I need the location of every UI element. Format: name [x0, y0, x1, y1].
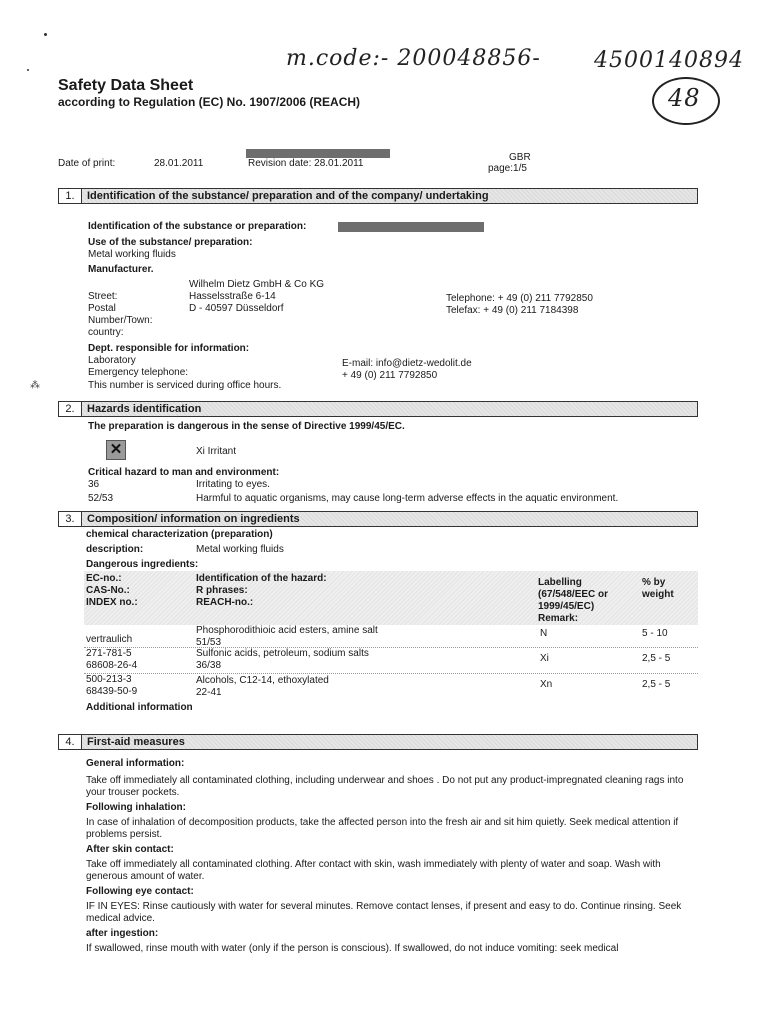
skin-contact-label: After skin contact: [86, 844, 174, 855]
section-3-header [58, 511, 698, 527]
revision-date: Revision date: 28.01.2011 [248, 158, 364, 169]
hazard-text: Irritating to eyes. [196, 479, 270, 490]
section-number: 3. [59, 512, 82, 526]
row-labelling: Xn [540, 679, 553, 690]
row-r-phrase: 36/38 [196, 660, 222, 671]
hazard-code: 36 [88, 479, 100, 490]
telefax: Telefax: + 49 (0) 211 7184398 [446, 305, 579, 316]
section-title: Identification of the substance/ preparation and of the company/ undertaking [87, 190, 489, 202]
use-label: Use of the substance/ preparation: [88, 237, 253, 248]
inhalation-label: Following inhalation: [86, 802, 186, 813]
company-name: Wilhelm Dietz GmbH & Co KG [189, 279, 325, 290]
inhalation-text: In case of inhalation of decomposition products, take the affected person into the fresh air and sit him quietly. Seek medical attention if problems persist. [86, 817, 679, 840]
col-index-no: INDEX no.: [86, 597, 138, 608]
description-value: Metal working fluids [196, 544, 284, 555]
critical-hazard-label: Critical hazard to man and environment: [88, 467, 280, 478]
col-reach-no: REACH-no.: [196, 597, 254, 608]
general-information-text: Take off immediately all contaminated clothing, including underwear and shoes . Do not put any product-impregnated cleaning rags into your trouser pockets. [86, 775, 684, 798]
row-weight: 2,5 - 5 [642, 653, 671, 664]
row-id-1: 500-213-3 [86, 674, 132, 685]
additional-information-label: Additional information [86, 702, 193, 713]
country-label: country: [88, 327, 124, 338]
use-value: Metal working fluids [88, 249, 176, 260]
row-labelling: Xi [540, 653, 549, 664]
hazard-symbol-label: Xi Irritant [196, 446, 237, 457]
handwritten-order-number: 4500140894 [594, 48, 744, 73]
col-labelling: Labelling [538, 577, 582, 588]
email: E-mail: info@dietz-wedolit.de [342, 358, 472, 369]
handwritten-circled-number: 48 [668, 84, 701, 112]
hazard-text: Harmful to aquatic organisms, may cause long-term adverse effects in the aquatic environment. [196, 493, 619, 504]
col-identification: Identification of the hazard: [196, 573, 327, 584]
handwritten-material-code: m.code:- 200048856- [286, 46, 541, 71]
row-id-2: 68439-50-9 [86, 686, 138, 697]
skin-contact-text: Take off immediately all contaminated clothing. After contact with skin, wash immediately with plenty of water and soap. Wash with generous amount of water. [86, 859, 661, 882]
eye-contact-text: IF IN EYES: Rinse cautiously with water for several minutes. Remove contact lenses, if present and easy to do. Continue rinsing. Seek medical advice. [86, 901, 682, 924]
section-2-header [58, 401, 698, 417]
redacted-trade-name [338, 222, 484, 232]
chemical-characterization-label: chemical characterization (preparation) [86, 529, 273, 540]
dangerous-statement: The preparation is dangerous in the sense of Directive 1999/45/EC. [88, 421, 405, 432]
margin-mark: ⁂ [30, 380, 40, 391]
scan-speck [27, 69, 29, 71]
office-hours: This number is serviced during office hours. [88, 380, 282, 391]
emergency-label: Emergency telephone: [88, 367, 189, 378]
col-labelling-directive-1: (67/548/EEC or [538, 589, 609, 600]
row-id-2: vertraulich [86, 634, 133, 645]
section-title: Composition/ information on ingredients [87, 513, 300, 525]
eye-contact-label: Following eye contact: [86, 886, 194, 897]
col-labelling-directive-2: 1999/45/EC) [538, 601, 595, 612]
document-subtitle: according to Regulation (EC) No. 1907/2006 (REACH) [58, 95, 361, 109]
col-weight-2: weight [642, 589, 674, 600]
country-code: GBR [509, 152, 531, 163]
col-ec-no: EC-no.: [86, 573, 122, 584]
row-id-2: 68608-26-4 [86, 660, 138, 671]
manufacturer-label: Manufacturer. [88, 264, 154, 275]
identification-label: Identification of the substance or preparation: [88, 221, 307, 232]
section-title: First-aid measures [87, 736, 185, 748]
row-weight: 2,5 - 5 [642, 679, 671, 690]
row-substance: Sulfonic acids, petroleum, sodium salts [196, 648, 369, 659]
row-weight: 5 - 10 [642, 628, 668, 639]
street-label: Street: [88, 291, 118, 302]
row-substance: Alcohols, C12-14, ethoxylated [196, 675, 329, 686]
scan-speck [44, 33, 47, 36]
hazard-code: 52/53 [88, 493, 114, 504]
postal-label: Postal [88, 303, 116, 314]
dept-label: Dept. responsible for information: [88, 343, 250, 354]
document-title: Safety Data Sheet [58, 77, 194, 94]
section-number: 4. [59, 735, 82, 749]
table-row [84, 647, 698, 674]
section-1-header [58, 188, 698, 204]
description-label: description: [86, 544, 144, 555]
table-row [84, 673, 698, 700]
telephone: Telephone: + 49 (0) 211 7792850 [446, 293, 593, 304]
col-r-phrases: R phrases: [196, 585, 248, 596]
row-labelling: N [540, 628, 548, 639]
emergency-value: + 49 (0) 211 7792850 [342, 370, 438, 381]
redacted-product-name [246, 149, 390, 158]
col-remark: Remark: [538, 613, 579, 624]
row-id-1: 271-781-5 [86, 648, 132, 659]
section-number: 2. [59, 402, 82, 416]
general-information-label: General information: [86, 758, 185, 769]
row-substance: Phosphorodithioic acid esters, amine salt [196, 625, 378, 636]
irritant-symbol-icon: ✕ [106, 440, 126, 460]
ingestion-label: after ingestion: [86, 928, 159, 939]
col-weight-1: % by [642, 577, 666, 588]
date-of-print-label: Date of print: [58, 158, 116, 169]
page-number: page:1/5 [488, 163, 527, 174]
section-4-header [58, 734, 698, 750]
date-of-print-value: 28.01.2011 [154, 158, 204, 169]
section-number: 1. [59, 189, 82, 203]
dangerous-ingredients-label: Dangerous ingredients: [86, 559, 199, 570]
postal-value: D - 40597 Düsseldorf [189, 303, 284, 314]
street-value: Hasselsstraße 6-14 [189, 291, 276, 302]
col-cas-no: CAS-No.: [86, 585, 130, 596]
table-row [84, 623, 698, 649]
ingestion-text: If swallowed, rinse mouth with water (only if the person is conscious). If swallowed, do not induce vomiting: seek medical [86, 943, 619, 954]
number-town-label: Number/Town: [88, 315, 153, 326]
row-r-phrase: 51/53 [196, 637, 222, 648]
section-title: Hazards identification [87, 403, 202, 415]
row-r-phrase: 22-41 [196, 687, 222, 698]
laboratory: Laboratory [88, 355, 136, 366]
